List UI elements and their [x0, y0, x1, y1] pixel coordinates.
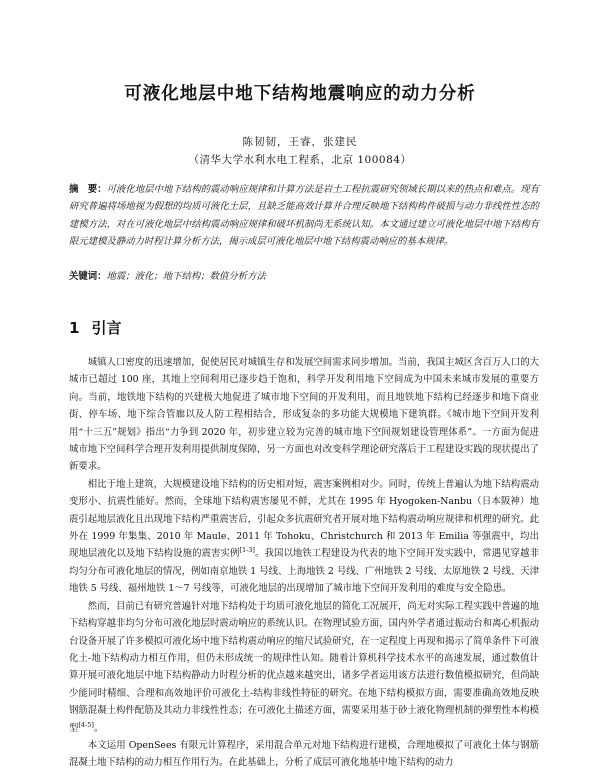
paragraph [69, 476, 539, 598]
paragraph-text: 。我国以地铁工程建设为代表的地下空间开发实践中，常遇见穿越非均匀分布可液化地层的情况，例如南京地铁 1 号线、上海地铁 2 号线、广州地铁 2 号线、太原地铁 2 号线、天津地铁 5 号线、福州地铁 1～7 号线等，可液化地层的出现增加了城市地下空间开发利用的难度与安全隐患。 [69, 548, 539, 595]
paragraph: 本文运用 OpenSees 有限元计算程序，采用混合单元对地下结构进行建模，合理地模拟了可液化土体与钢筋混凝土地下结构的动力相互作用行为。在此基础上，分析了成层可液化地基中地下结构的动力 [69, 739, 539, 769]
citation: [1-3] [239, 546, 255, 555]
section-title: 引言 [91, 319, 122, 337]
paragraph: 城镇人口密度的迅速增加，促使居民对城镇生存和发展空间需求同步增加。当前，我国主城区含百万人口的大城市已超过 100 座，其地上空间利用已逐步趋于饱和，科学开发利用地下空间成为中国未来城市发展的重要方向。当前，地铁地下结构的兴建极大地促进了城市地下空间的开发利用，而且地铁地下结构已经逐步和地下商业街、停车场、地下综合管廊以及人防工程相结合，形成复杂的多功能大规模地下建筑群。《城市地下空间开发利用“十三五”规划》指出“力争到 2020 年，初步建立较为完善的城市地下空间规划建设管理体系”。一方面为促进城市地下空间科学合理开发利用提供制度保障，另一方面也对改变科学理论研究落后于工程建设实践的现状提出了新要求。 [69, 357, 539, 473]
paper-title: 可液化地层中地下结构地震响应的动力分析 [124, 84, 476, 104]
paragraph [69, 598, 539, 737]
abstract [69, 181, 539, 250]
section-number: 1 [69, 319, 80, 337]
keywords-label: 关键词： [69, 271, 107, 282]
body-text [69, 354, 539, 772]
keywords-text: 地震；液化；地下结构；数值分析方法 [106, 271, 266, 282]
author-list: 陈韧韧，王睿，张建民 [242, 136, 358, 148]
citation: [4-5] [78, 720, 94, 729]
abstract-label: 摘 要： [69, 184, 107, 195]
paragraph-text: 。 [93, 722, 104, 734]
keywords [69, 268, 539, 285]
abstract-text: 可液化地层中地下结构的震动响应规律和计算方法是岩土工程抗震研究领域长期以来的热点和难点。现有研究普遍将场地视为假想的均质可液化土层，且缺乏能高效计算并合理反映地下结构构件破损与动力非线性性态的建模方法，对在可液化地层中结构震动响应规律和破坏机制尚无系统认知。本文通过建立可液化地层中地下结构有限元建模及静动力时程计算分析方法，揭示成层可液化地层中地下结构震动响应的基本规律。 [69, 184, 539, 247]
paragraph-text: 相比于地上建筑，大规模建设地下结构的历史相对短，震害案例相对少。同时，传统上普遍认为地下结构震动变形小、抗震性能好。然而，全球地下结构震害屡见不鲜，尤其在 1995 年 Hyogoken-Nanbu（日本阪神）地震引起地层液化且出现地下结构严重震害后，引起众多抗震研究者开展对地下结构震动响应规律和机理的研究。此外在 1999 年集集、2010 年 Maule、2011 年 Tohoku、Christchurch 和 2013 年 Emilia 等强震中，均出现地层液化以及地下结构设施的震害实例 [69, 478, 539, 560]
paragraph-text: 然而，目前已有研究普遍针对地下结构处于均质可液化地层的简化工况展开，尚无对实际工程实践中普遍的地下结构穿越非均匀分布可液化地层时震动响应的系统认识。在物理试验方面，国内外学者通过振动台和离心机振动台设备开展了许多模拟可液化场中地下结构震动响应的缩尺试验研究，在一定程度上再现和揭示了简单条件下可液化土-地下结构动力相互作用，但仍未形成统一的规律性认知。随着计算机科学技术水平的高速发展，通过数值计算开展可液化地层中地下结构静动力时程分析的优点越来越突出，诸多学者运用该方法进行数值模拟研究，但尚缺少能同时精细、合理和高效地评价可液化土-结构非线性特征的研究。在地下结构模拟方面，需要准确高效地反映钢筋混凝土构件配筋及其动力非线性性态；在可液化土描述方面，需要采用基于砂土液化物理机制的弹塑性本构模型 [69, 600, 539, 734]
author-affiliation: （清华大学水利水电工程系，北京 100084） [188, 154, 412, 166]
section-heading [69, 317, 121, 338]
